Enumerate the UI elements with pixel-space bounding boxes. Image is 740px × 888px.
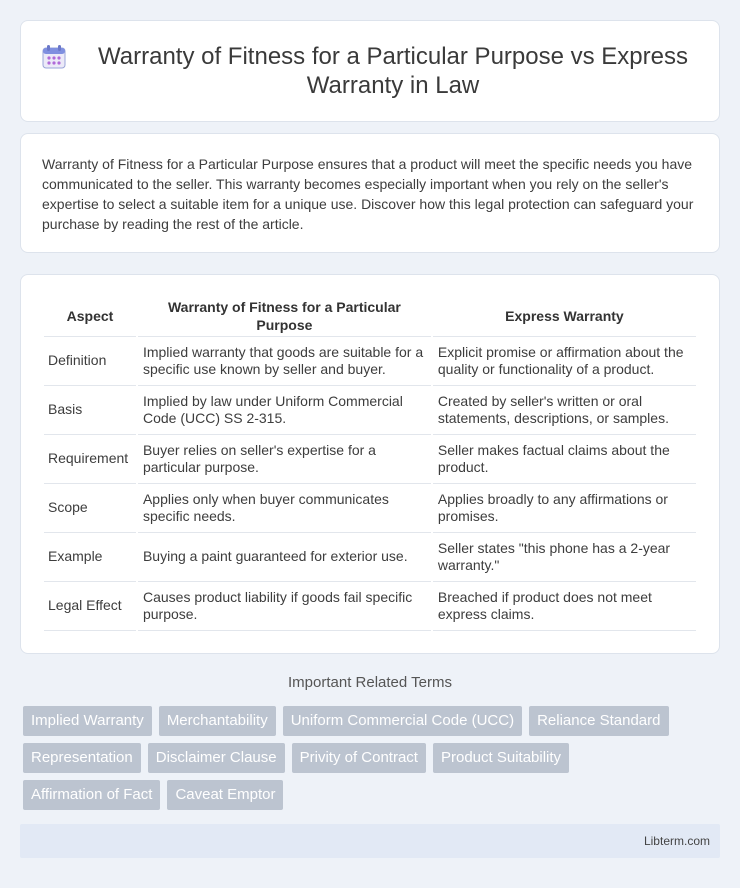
footer-brand-link[interactable]: Libterm.com: [643, 834, 710, 848]
row-aspect: Definition: [44, 337, 136, 386]
row-fitness-cell: Causes product liability if goods fail specific purpose.: [138, 582, 431, 631]
row-express-cell: Applies broadly to any affirmations or promises.: [433, 484, 696, 533]
table-row: [44, 337, 696, 386]
tag-reliance-standard[interactable]: Reliance Standard: [529, 706, 668, 736]
row-express-cell: Seller states "this phone has a 2-year warranty.": [433, 533, 696, 582]
table-row: [44, 533, 696, 582]
table-row: [44, 386, 696, 435]
row-fitness-cell: Buying a paint guaranteed for exterior use.: [138, 533, 431, 582]
row-aspect: Legal Effect: [44, 582, 136, 631]
tag-implied-warranty[interactable]: Implied Warranty: [23, 706, 152, 736]
title-card: [20, 20, 720, 122]
tag-product-suitability[interactable]: Product Suitability: [433, 743, 569, 773]
row-express-cell: Created by seller's written or oral statements, descriptions, or samples.: [433, 386, 696, 435]
row-aspect: Scope: [44, 484, 136, 533]
tag-disclaimer-clause[interactable]: Disclaimer Clause: [148, 743, 285, 773]
table-row: [44, 435, 696, 484]
page-title: Warranty of Fitness for a Particular Purpose vs Express Warranty in Law: [98, 43, 688, 99]
comparison-card: [20, 274, 720, 654]
tag-privity-of-contract[interactable]: Privity of Contract: [292, 743, 426, 773]
table-row: [44, 582, 696, 631]
table-row: [44, 484, 696, 533]
header-aspect: Aspect: [44, 295, 136, 337]
row-aspect: Example: [44, 533, 136, 582]
intro-card: [20, 133, 720, 253]
calendar-icon: [41, 44, 67, 70]
tag-caveat-emptor[interactable]: Caveat Emptor: [167, 780, 283, 810]
footer: [20, 824, 720, 858]
row-fitness-cell: Implied warranty that goods are suitable for a specific use known by seller and buyer.: [138, 337, 431, 386]
header-fitness-warranty: Warranty of Fitness for a Particular Purpose: [138, 295, 431, 337]
header-express-warranty: Express Warranty: [433, 295, 696, 337]
related-terms-list: [23, 706, 713, 810]
tag-ucc[interactable]: Uniform Commercial Code (UCC): [283, 706, 522, 736]
tag-affirmation-of-fact[interactable]: Affirmation of Fact: [23, 780, 160, 810]
tag-representation[interactable]: Representation: [23, 743, 141, 773]
row-fitness-cell: Buyer relies on seller's expertise for a particular purpose.: [138, 435, 431, 484]
row-aspect: Basis: [44, 386, 136, 435]
row-fitness-cell: Applies only when buyer communicates specific needs.: [138, 484, 431, 533]
row-express-cell: Breached if product does not meet express claims.: [433, 582, 696, 631]
comparison-table: [42, 295, 698, 631]
intro-paragraph: Warranty of Fitness for a Particular Purpose ensures that a product will meet the specific needs you have communicated to the seller. This warranty becomes especially important when you rely on the seller's expertise to select a suitable item for a unique use. Discover how this legal protection can safeguard your purchase by reading the rest of the article.: [42, 156, 694, 232]
row-fitness-cell: Implied by law under Uniform Commercial Code (UCC) SS 2-315.: [138, 386, 431, 435]
row-express-cell: Explicit promise or affirmation about the quality or functionality of a product.: [433, 337, 696, 386]
row-aspect: Requirement: [44, 435, 136, 484]
related-terms-heading: Important Related Terms: [288, 674, 452, 691]
table-header-row: [44, 295, 696, 337]
row-express-cell: Seller makes factual claims about the product.: [433, 435, 696, 484]
tag-merchantability[interactable]: Merchantability: [159, 706, 276, 736]
